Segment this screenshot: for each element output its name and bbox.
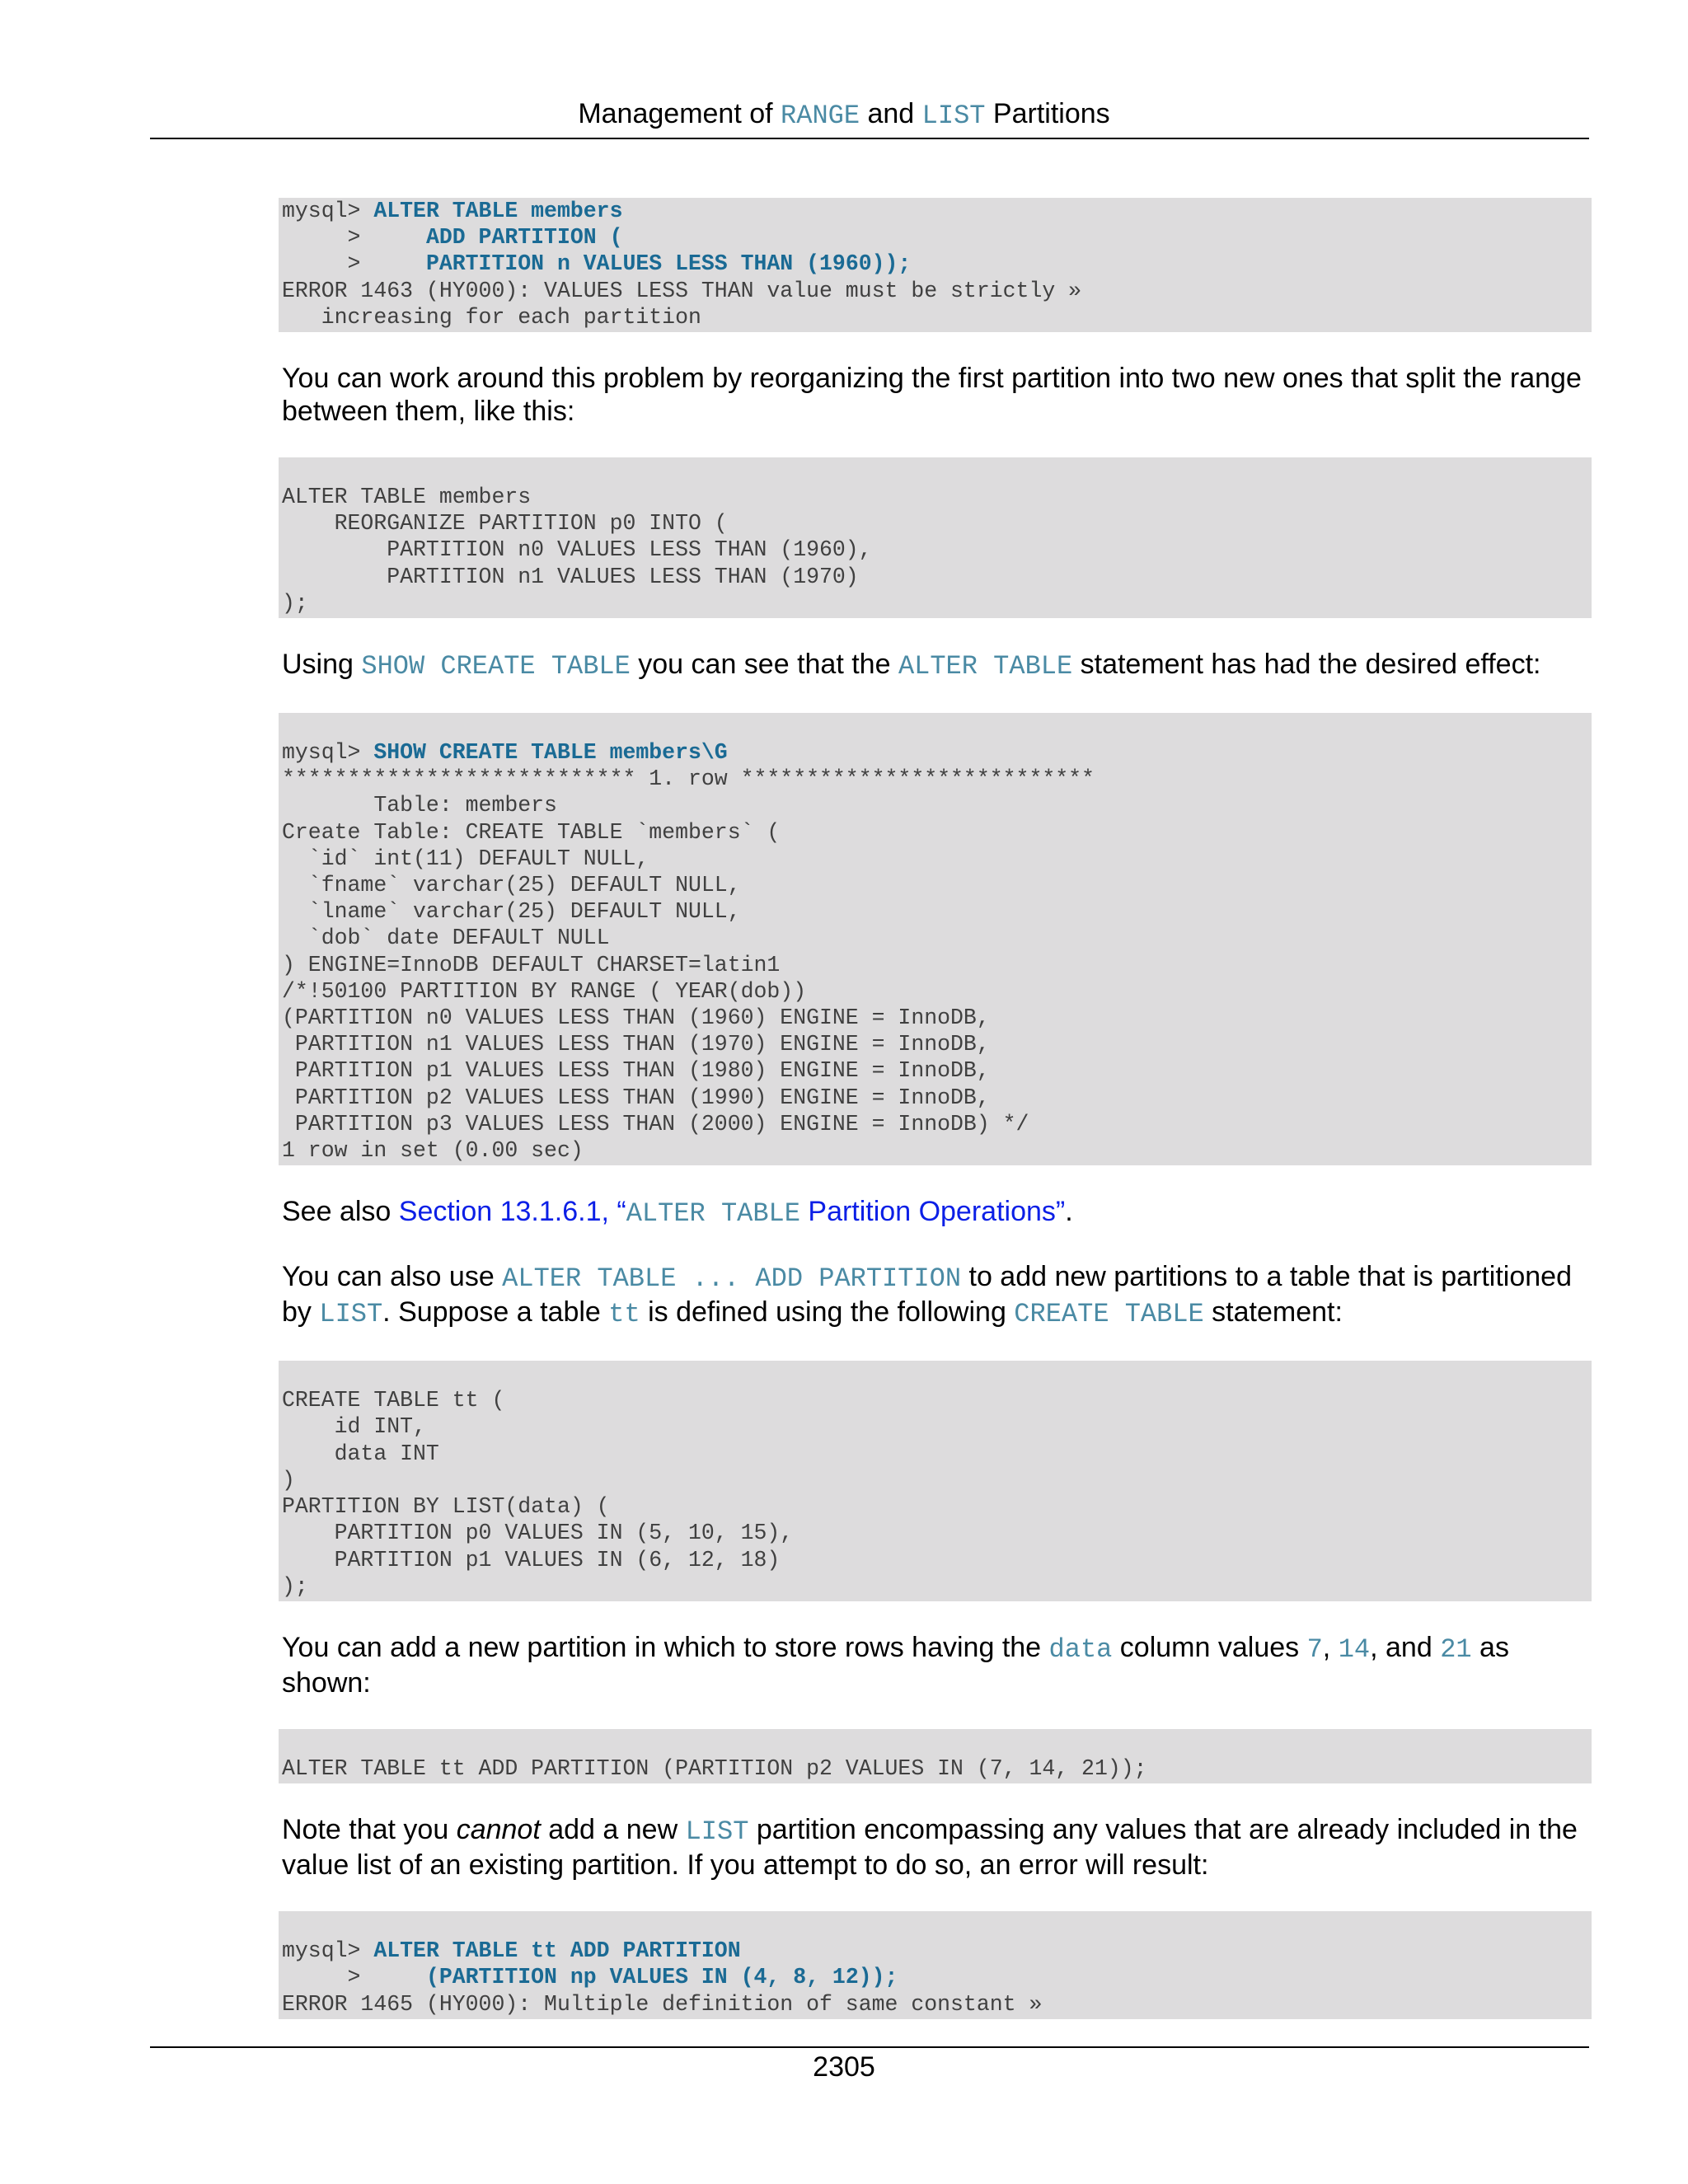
inline-code: LIST (685, 1816, 749, 1848)
paragraph-see-also (279, 1195, 1592, 1230)
text: , and (1370, 1631, 1441, 1663)
sql-command: ADD PARTITION ( (425, 225, 623, 251)
header-list-code: LIST (921, 101, 986, 131)
continuation-prompt: > (282, 1965, 426, 1990)
code-block-alter-add-partition: ALTER TABLE tt ADD PARTITION (PARTITION p2 VALUES IN (7, 14, 21)); (279, 1729, 1592, 1783)
link-code: ALTER TABLE (626, 1198, 800, 1230)
header-rule (150, 138, 1589, 139)
paragraph-add-new-partition (279, 1631, 1592, 1699)
section-link[interactable] (398, 1196, 1066, 1230)
error-output: ERROR 1465 (HY000): Multiple definition of same constant » (282, 1991, 1043, 2017)
inline-code: 21 (1440, 1633, 1472, 1665)
text: . (1065, 1196, 1073, 1228)
header-text: and (860, 98, 922, 129)
text: add a new (540, 1814, 686, 1846)
link-text: Section 13.1.6.1, “ (398, 1196, 626, 1228)
inline-code: tt (608, 1299, 640, 1330)
paragraph-list-add (279, 1260, 1592, 1331)
code-block-show-create-table (279, 713, 1592, 1165)
sql-command: ALTER TABLE tt ADD PARTITION (373, 1938, 741, 1964)
text: to add new partitions to a table that is partitioned by (282, 1261, 1572, 1329)
text: you can see that the (630, 649, 898, 681)
text: Note that you (282, 1814, 457, 1846)
inline-code: ALTER TABLE (898, 651, 1073, 682)
code-block-create-table-tt: CREATE TABLE tt ( id INT, data INT ) PARTITION BY LIST(data) ( PARTITION p0 VALUES IN (5, 10, 15), PARTITION p1 VALUES IN (6, 12, 18) ); (279, 1361, 1592, 1601)
sql-command: (PARTITION np VALUES IN (4, 8, 12)); (425, 1965, 898, 1990)
header-range-code: RANGE (781, 101, 860, 131)
error-output: ERROR 1463 (HY000): VALUES LESS THAN value must be strictly » increasing for each partition (282, 278, 1082, 330)
inline-code: 7 (1306, 1633, 1323, 1665)
text: Using (282, 649, 362, 681)
text: . Suppose a table (382, 1296, 609, 1329)
paragraph-show-create (279, 648, 1592, 683)
continuation-prompt: > (282, 251, 426, 277)
inline-code: LIST (319, 1299, 383, 1330)
inline-code: CREATE TABLE (1014, 1299, 1204, 1330)
text: statement has had the desired effect: (1072, 649, 1541, 681)
mysql-prompt: mysql> (282, 1938, 374, 1964)
page-content (279, 198, 1592, 2019)
code-block-add-partition-error (279, 198, 1592, 332)
inline-code: 14 (1338, 1633, 1371, 1665)
mysql-prompt: mysql> (282, 199, 374, 223)
page-header (0, 96, 1688, 134)
sql-command: ALTER TABLE members (373, 199, 623, 223)
inline-code: SHOW CREATE TABLE (361, 651, 631, 682)
code-block-duplicate-error (279, 1911, 1592, 2019)
inline-code: data (1048, 1633, 1113, 1665)
mysql-prompt: mysql> (282, 740, 374, 766)
text: as shown: (282, 1631, 1509, 1699)
header-text: Partitions (985, 98, 1110, 129)
text: See also (282, 1196, 399, 1228)
query-output: *************************** 1. row *************************** Table: members Create Table: CREATE TABLE `members` ( `id` int(11) DEFAULT NULL, `fname` varchar(25) DEFAULT NULL, `lname` varchar(25) DEFAULT NULL, `dob` date DEFAULT NULL ) ENGINE=InnoDB DEFAULT CHARSET=latin1 /*!50100 PARTITION BY RANGE ( YEAR(dob)) (PARTITION n0 VALUES LESS THAN (1960) ENGINE = InnoDB, PARTITION n1 VALUES LESS THAN (1970) ENGINE = InnoDB, PARTITION p1 VALUES LESS THAN (1980) ENGINE = InnoDB, PARTITION p2 VALUES LESS THAN (1990) ENGINE = InnoDB, PARTITION p3 VALUES LESS THAN (2000) ENGINE = InnoDB) */ 1 row in set (0.00 sec) (282, 766, 1095, 1164)
text: You can also use (282, 1261, 503, 1293)
header-text: Management of (578, 98, 781, 129)
text: , (1322, 1631, 1339, 1663)
text: partition encompassing any values that are already included in the value list of an existing partition. If you attempt to do so, an error will result: (282, 1814, 1578, 1882)
inline-code: ALTER TABLE ... ADD PARTITION (502, 1263, 962, 1295)
text: is defined using the following (640, 1296, 1015, 1329)
page-number: 2305 (813, 2051, 875, 2083)
text: statement: (1203, 1296, 1343, 1329)
code-block-reorganize: ALTER TABLE members REORGANIZE PARTITION p0 INTO ( PARTITION n0 VALUES LESS THAN (1960), PARTITION n1 VALUES LESS THAN (1970) ); (279, 457, 1592, 618)
link-text: Partition Operations” (799, 1196, 1066, 1228)
sql-command: PARTITION n VALUES LESS THAN (1960)); (425, 251, 912, 277)
sql-command: SHOW CREATE TABLE members\G (373, 740, 728, 766)
paragraph-cannot-add (279, 1813, 1592, 1882)
text: column values (1112, 1631, 1307, 1663)
emphasis: cannot (456, 1814, 541, 1846)
paragraph-workaround: You can work around this problem by reorganizing the first partition into two new ones that split the range between them, like this: (282, 363, 1582, 428)
continuation-prompt: > (282, 225, 426, 251)
text: You can add a new partition in which to store rows having the (282, 1631, 1049, 1663)
footer-rule (150, 2046, 1589, 2048)
